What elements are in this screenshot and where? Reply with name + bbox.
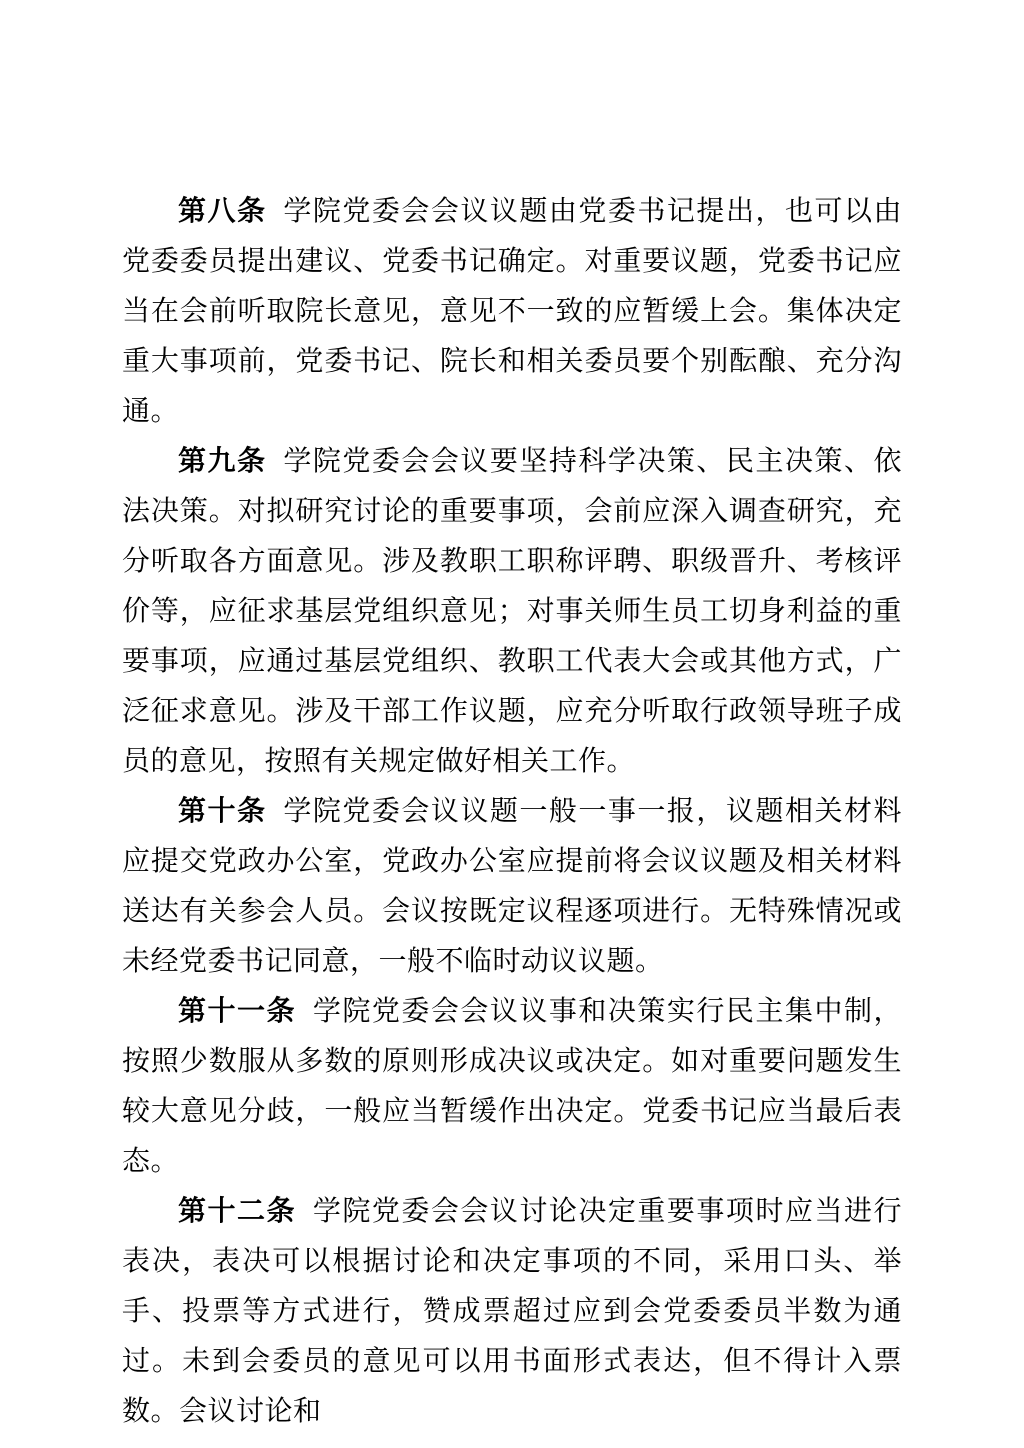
article-8-number: 第八条 bbox=[178, 196, 267, 227]
document-body bbox=[122, 187, 902, 1437]
article-9-text: 学院党委会会议要坚持科学决策、民主决策、依法决策。对拟研究讨论的重要事项，会前应深入调查研究，充分听取各方面意见。涉及教职工职称评聘、职级晋升、考核评价等，应征求基层党组织意见；对事关师生员工切身利益的重要事项，应通过基层党组织、教职工代表大会或其他方式，广泛征求意见。涉及干部工作议题，应充分听取行政领导班子成员的意见，按照有关规定做好相关工作。 bbox=[122, 446, 902, 777]
article-10-text: 学院党委会议议题一般一事一报，议题相关材料应提交党政办公室，党政办公室应提前将会议议题及相关材料送达有关参会人员。会议按既定议程逐项进行。无特殊情况或未经党委书记同意，一般不临时动议议题。 bbox=[122, 796, 902, 977]
article-9-number: 第九条 bbox=[178, 446, 267, 477]
article-11-number: 第十一条 bbox=[178, 996, 297, 1027]
paragraph-article-8 bbox=[122, 187, 902, 437]
paragraph-article-9 bbox=[122, 437, 902, 787]
article-12-text: 学院党委会会议讨论决定重要事项时应当进行表决，表决可以根据讨论和决定事项的不同，采用口头、举手、投票等方式进行，赞成票超过应到会党委委员半数为通过。未到会委员的意见可以用书面形式表达，但不得计入票数。会议讨论和 bbox=[122, 1196, 902, 1427]
article-11-text: 学院党委会会议议事和决策实行民主集中制，按照少数服从多数的原则形成决议或决定。如对重要问题发生较大意见分歧，一般应当暂缓作出决定。党委书记应当最后表态。 bbox=[122, 996, 902, 1177]
article-8-text: 学院党委会会议议题由党委书记提出，也可以由党委委员提出建议、党委书记确定。对重要议题，党委书记应当在会前听取院长意见，意见不一致的应暂缓上会。集体决定重大事项前，党委书记、院长和相关委员要个别酝酿、充分沟通。 bbox=[122, 196, 902, 427]
article-12-number: 第十二条 bbox=[178, 1196, 297, 1227]
paragraph-article-10 bbox=[122, 787, 902, 987]
paragraph-article-11 bbox=[122, 987, 902, 1187]
paragraph-article-12 bbox=[122, 1187, 902, 1437]
article-10-number: 第十条 bbox=[178, 796, 267, 827]
